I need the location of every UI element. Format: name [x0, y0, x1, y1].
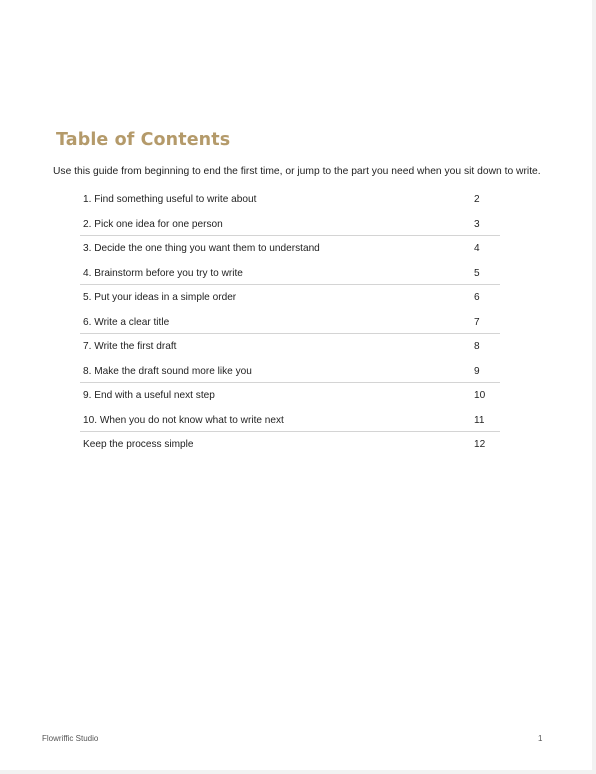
toc-entry-page: 3 [474, 218, 480, 230]
footer-brand: Flowriffic Studio [42, 734, 99, 743]
page-title: Table of Contents [56, 130, 231, 150]
toc-entry-title: 1. Find something useful to write about [83, 194, 257, 205]
toc-entry[interactable] [80, 310, 500, 335]
toc-entry-title: 6. Write a clear title [83, 316, 170, 328]
toc-entry-page: 8 [474, 341, 480, 352]
toc-entry-title: 5. Put your ideas in a simple order [83, 292, 237, 303]
toc-entry-title: 4. Brainstorm before you try to write [83, 267, 243, 279]
toc-entry[interactable] [80, 432, 500, 457]
footer-page-number: 1 [538, 734, 543, 743]
toc-entry-page: 10 [474, 390, 486, 401]
toc-entry[interactable] [80, 285, 500, 310]
toc-entry-title: 7. Write the first draft [83, 341, 177, 352]
toc-entry[interactable] [80, 261, 500, 286]
toc-entry-page: 2 [474, 194, 480, 205]
toc-entry-page: 5 [474, 267, 480, 279]
toc-entry[interactable] [80, 236, 500, 261]
toc-entry-page: 4 [474, 243, 480, 254]
toc-entry-title: 3. Decide the one thing you want them to understand [83, 243, 320, 254]
toc-entry[interactable] [80, 408, 500, 433]
toc-entry-title: 2. Pick one idea for one person [83, 218, 223, 230]
table-of-contents [80, 187, 500, 457]
toc-entry-page: 9 [474, 365, 480, 377]
toc-entry-title: Keep the process simple [83, 439, 194, 450]
toc-entry[interactable] [80, 359, 500, 384]
toc-entry-page: 7 [474, 316, 480, 328]
toc-entry[interactable] [80, 212, 500, 237]
toc-entry-title: 9. End with a useful next step [83, 390, 215, 401]
toc-entry-page: 11 [474, 414, 485, 426]
toc-entry-page: 12 [474, 439, 486, 450]
toc-entry[interactable] [80, 334, 500, 359]
toc-entry-title: 10. When you do not know what to write next [83, 414, 284, 426]
toc-entry[interactable] [80, 187, 500, 212]
toc-entry[interactable] [80, 383, 500, 408]
toc-entry-title: 8. Make the draft sound more like you [83, 365, 252, 377]
toc-entry-page: 6 [474, 292, 480, 303]
intro-text: Use this guide from beginning to end the first time, or jump to the part you need when you sit down to write. [53, 166, 541, 177]
